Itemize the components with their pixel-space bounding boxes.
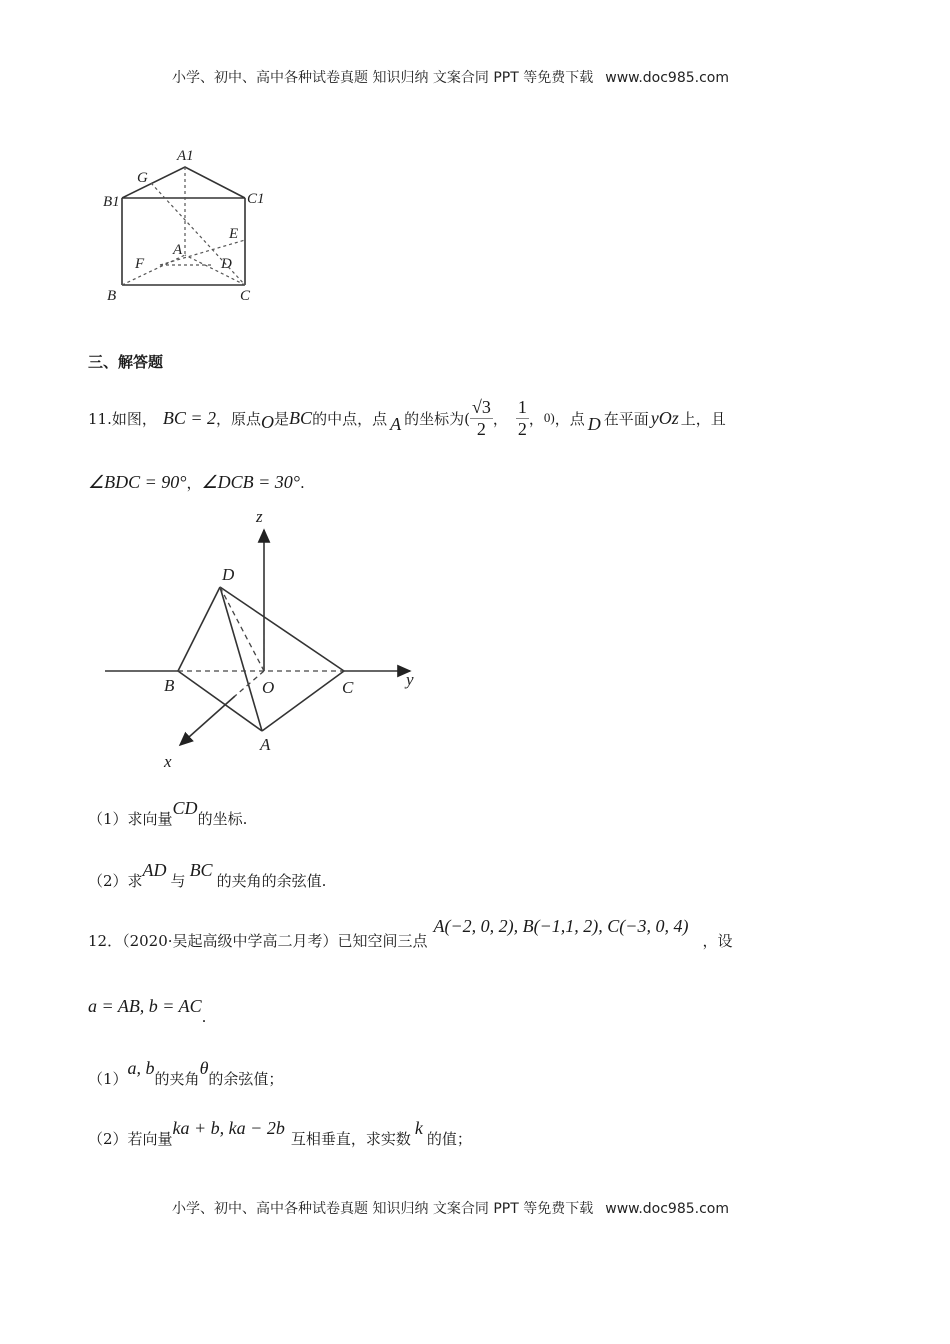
q11-var-d: D bbox=[587, 413, 601, 434]
frac-num: √3 bbox=[471, 396, 491, 417]
sub-text: 与 bbox=[170, 872, 186, 890]
footer-url: www.doc985.com bbox=[605, 1201, 729, 1217]
label-b1: B1 bbox=[103, 194, 120, 210]
axis-label-z: z bbox=[256, 507, 263, 526]
vars-ab: a, b bbox=[127, 1058, 155, 1078]
q12-definition: a = AB, b = AC bbox=[88, 996, 202, 1016]
vector-cd: CD bbox=[172, 798, 198, 818]
q11-text: 在平面 bbox=[603, 409, 649, 428]
q11-var-a: A bbox=[390, 413, 402, 434]
page-header bbox=[172, 67, 729, 87]
theta: θ bbox=[199, 1058, 209, 1078]
q12-sub1 bbox=[88, 1058, 284, 1089]
q11-sub2 bbox=[88, 860, 327, 891]
sub-text: 的余弦值； bbox=[208, 1070, 284, 1088]
axis-label-x: x bbox=[164, 752, 172, 771]
comma: ， bbox=[492, 409, 508, 428]
sub-text: 的坐标. bbox=[197, 810, 248, 828]
label-b: B bbox=[107, 288, 117, 304]
comma: ， bbox=[186, 474, 202, 492]
vector-bc: BC bbox=[189, 860, 213, 880]
vector-ad: AD bbox=[142, 860, 167, 880]
page-footer bbox=[172, 1198, 729, 1218]
label-a: A bbox=[173, 242, 183, 258]
q11-text: 是 bbox=[274, 409, 290, 428]
q11-line2 bbox=[88, 472, 305, 493]
fraction-1-over-2 bbox=[516, 397, 529, 440]
label-b: B bbox=[164, 676, 175, 695]
q11-text: ，点 bbox=[554, 409, 585, 428]
angle-dcb: ∠DCB = 30° bbox=[201, 472, 300, 492]
label-c: C bbox=[240, 288, 251, 304]
fraction-sqrt3-over-2 bbox=[470, 397, 493, 440]
sub-text: 的夹角的余弦值. bbox=[216, 872, 327, 890]
label-d: D bbox=[221, 256, 232, 272]
q11-prefix: 11.如图， bbox=[88, 409, 157, 428]
label-o: O bbox=[262, 678, 275, 697]
q11-plane: yOz bbox=[650, 407, 679, 428]
q12-line2 bbox=[88, 996, 207, 1026]
frac-den: 2 bbox=[476, 418, 486, 439]
q12-line1 bbox=[88, 916, 733, 951]
sub-text: （1） bbox=[88, 1070, 128, 1088]
prism-figure bbox=[95, 140, 275, 310]
sub-text: 的值； bbox=[426, 1130, 472, 1148]
zero-close: 0) bbox=[543, 410, 555, 425]
q11-bc-eq: BC = 2 bbox=[162, 407, 217, 428]
sub-text: 互相垂直，求实数 bbox=[290, 1130, 411, 1148]
label-c1: C1 bbox=[247, 191, 265, 207]
header-text: 小学、初中、高中各种试卷真题 知识归纳 文案合同 PPT 等免费下载 bbox=[172, 70, 594, 86]
header-url: www.doc985.com bbox=[605, 70, 729, 86]
q12-text: ，设 bbox=[702, 932, 733, 950]
section-title: 三、解答题 bbox=[88, 353, 164, 371]
q11-var-o: O bbox=[261, 411, 275, 432]
label-a: A bbox=[260, 735, 271, 754]
comma: ， bbox=[528, 409, 544, 428]
var-k: k bbox=[414, 1118, 423, 1138]
q11-sub1 bbox=[88, 798, 248, 829]
q11-line1 bbox=[88, 393, 726, 443]
vector-expr: ka + b, ka − 2b bbox=[172, 1118, 285, 1138]
q11-text: 的中点，点 bbox=[312, 409, 388, 428]
q12-sub2 bbox=[88, 1118, 472, 1149]
x-axis bbox=[180, 696, 235, 745]
q12-text: 12．（2020·吴起高级中学高二月考）已知空间三点 bbox=[88, 932, 428, 950]
angle-bdc: ∠BDC = 90° bbox=[88, 472, 187, 492]
label-g: G bbox=[137, 170, 148, 186]
sub-text: （2）求 bbox=[88, 872, 143, 890]
tetrahedron-figure bbox=[100, 505, 430, 775]
label-f: F bbox=[135, 256, 145, 272]
label-d: D bbox=[222, 565, 235, 584]
period: . bbox=[299, 474, 305, 492]
footer-text: 小学、初中、高中各种试卷真题 知识归纳 文案合同 PPT 等免费下载 bbox=[172, 1201, 594, 1217]
label-e: E bbox=[229, 226, 239, 242]
frac-num: 1 bbox=[517, 396, 527, 417]
sub-text: （1）求向量 bbox=[88, 810, 173, 828]
sub-text: （2）若向量 bbox=[88, 1130, 173, 1148]
frac-den: 2 bbox=[517, 418, 527, 439]
label-c: C bbox=[342, 678, 354, 697]
axis-label-y: y bbox=[406, 670, 414, 689]
label-a1: A1 bbox=[177, 148, 194, 164]
q11-text: 上，且 bbox=[680, 409, 726, 428]
q11-var-bc: BC bbox=[289, 407, 313, 428]
sub-text: 的夹角 bbox=[154, 1070, 200, 1088]
q12-points: A(−2, 0, 2), B(−1,1, 2), C(−3, 0, 4) bbox=[433, 916, 689, 936]
period: . bbox=[201, 1008, 207, 1026]
q11-text: 的坐标为( bbox=[404, 409, 470, 428]
q11-text: ，原点 bbox=[216, 409, 262, 428]
